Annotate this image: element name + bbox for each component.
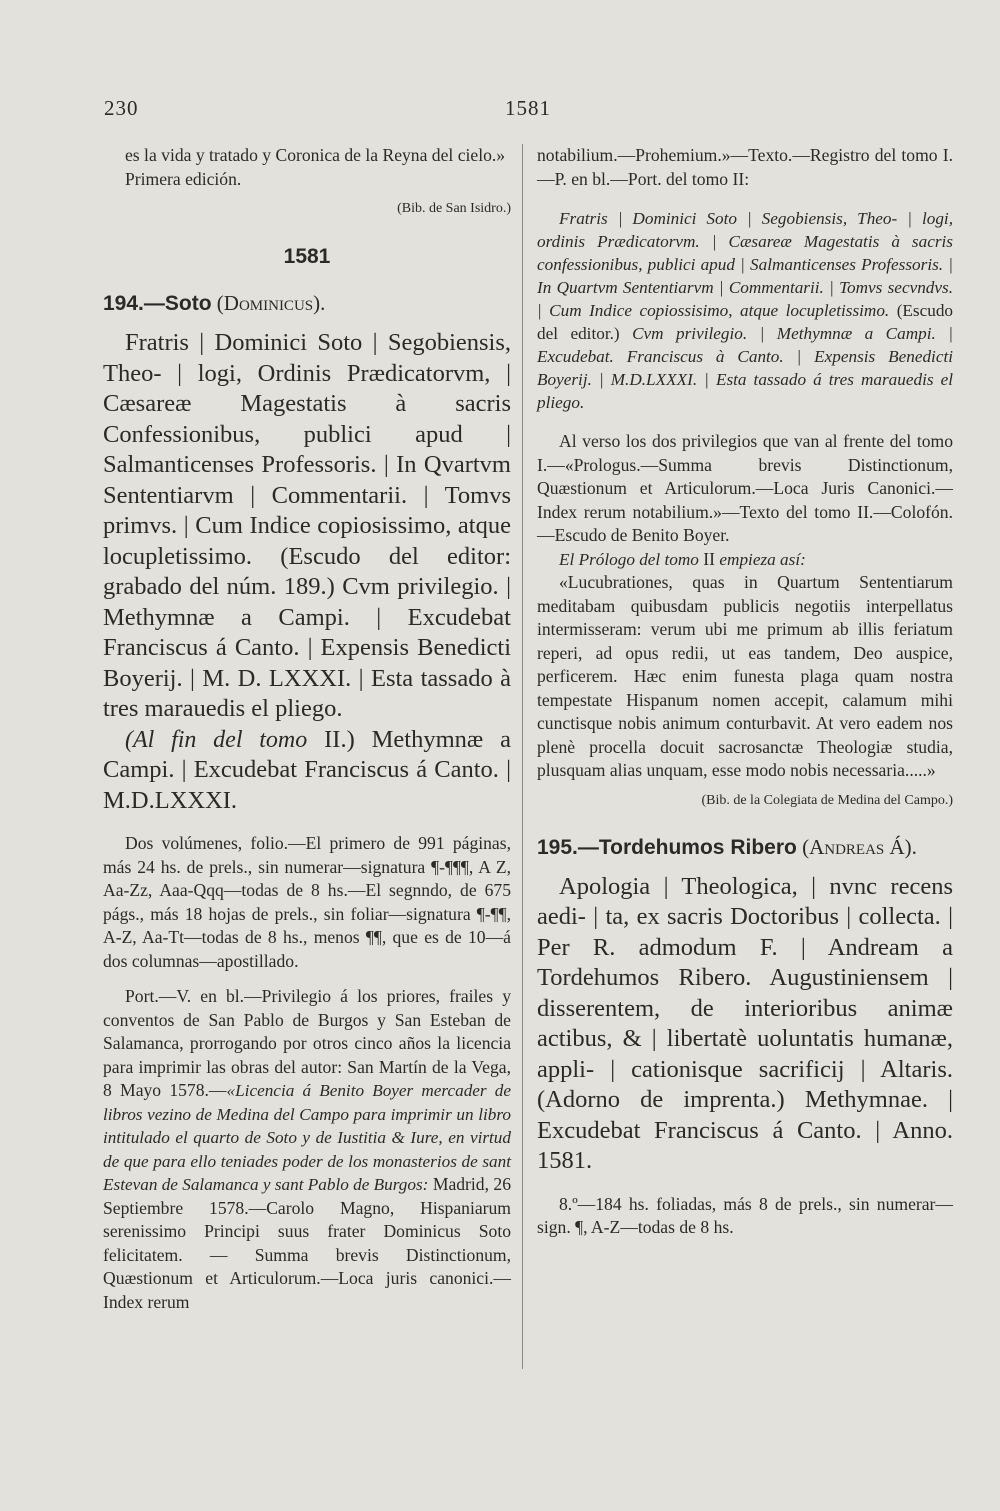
- contents-part-1: Port.—V. en bl.—Privilegio á los priores, frailes y conventos de San Pablo de Burgos y San Esteban de Salamanca, prorrogando por otros cinco años la licencia para imprimir las obras del autor: San Martín de la Vega, 8 Mayo 1578.—: [103, 986, 511, 1100]
- entry-number: 194.: [103, 292, 144, 315]
- colophon-rest: II.) Methymnæ a Campi. | Excudebat Franciscus á Canto. | M.D.LXXXI.: [103, 725, 511, 814]
- right-column: [537, 144, 953, 1240]
- tomo2-title: [537, 207, 953, 414]
- intro-bib: (Bib. de San Isidro.): [397, 201, 511, 216]
- column-divider: [522, 144, 523, 1369]
- page-header: [0, 96, 1000, 126]
- prologo-intro-end: empieza así:: [719, 549, 806, 569]
- intro-text: es la vida y tratado y Coronica de la Reyna del cielo.»: [125, 145, 506, 165]
- entry-number: 195.: [537, 835, 578, 859]
- licencia-italic: «Licencia á Benito Boyer mercader de libros vezino de Medina del Campo para imprimir un libro intitulado el quarto de Soto y de Iustitia & Iure, en virtud de que para ello teniades poder de los monasterios de sant Estevan de Salamanca y sant Pablo de Burgos:: [103, 1081, 511, 1194]
- prologo-intro-italic: El Prólogo del tomo: [559, 549, 699, 569]
- contents-continuation: notabilium.—Prohemium.»—Texto.—Registro del tomo I.—P. en bl.—Port. del tomo II:: [537, 145, 953, 189]
- contents-part-2: Madrid, 26 Septiembre 1578.—Carolo Magno, Hispaniarum serenissimo Principi suus frater Dominicus Soto felicitatem. — Summa brevis Distinctionum, Quæstionum et Articulorum.—Loca juris canonici.—Index rerum: [103, 1174, 511, 1312]
- tomo2-title-rest: Cvm privilegio. | Methymnæ a Campi. | Excudebat. Franciscus à Canto. | Expensis Benedicti Boyerij. | M.D.LXXXI. | Esta tassado á tres marauedis el pliego.: [537, 324, 953, 412]
- entry-given-name: (Andreas Á).: [802, 834, 917, 859]
- entry-heading-194: [103, 289, 511, 318]
- prologo-intro: [537, 548, 953, 572]
- tomo2-escudo: (Escudo del editor.): [537, 301, 954, 343]
- running-head: 1581: [505, 96, 551, 120]
- verso-description: Al verso los dos privilegios que van al frente del tomo I.—«Prologus.—Summa brevis Distinctionum, Quæstionum et Articulorum.—Loca Juris Canonici.—Index rerum notabilium.»—Texto del tomo II.—Colofón.—Escudo de Benito Boyer.: [537, 431, 953, 545]
- entry-author: —Soto: [143, 292, 212, 315]
- physical-description-195: 8.º—184 hs. foliadas, más 8 de prels., sin numerar—sign. ¶, A-Z—todas de 8 hs.: [537, 1193, 953, 1237]
- colophon-italic: (Al fin del tomo: [125, 726, 308, 753]
- entry-author: —Tordehumos Ribero: [577, 835, 797, 859]
- prologo-roman: II: [703, 548, 716, 569]
- colophon-transcription: [103, 725, 511, 817]
- left-column: [103, 144, 511, 1314]
- intro-edition: Primera edición.: [125, 168, 242, 189]
- tomo2-title-text: Fratris | Dominici Soto | Segobiensis, Theo- | logi, ordinis Prædicatorvm. | Cæsareæ Magestatis à sacris confessionibus, publici apud | Salmanticenses Professoris. | In Quartvm Sententiarvm | Commentarii. | Tomvs secvndvs. | Cum Indice copiossisimo, atque locupletissimo.: [537, 209, 953, 320]
- contents-description: [103, 985, 511, 1314]
- page-number: 230: [104, 96, 139, 120]
- title-transcription-195: Apologia | Theologica, | nvnc recens aedi- | ta, ex sacris Doctoribus | collecta. | Per R. admodum F. | Andream a Tordehumos Ribero. Augustiniensem | disserentem, de interioribus animæ actibus, & | libertatè uoluntatis humanæ, appli- | cationisque sacrificij | Altaris. (Adorno de imprenta.) Methymnae. | Excudebat Franciscus á Canto. | Anno. 1581.: [537, 872, 953, 1174]
- entry-given-name: (Dominicus).: [216, 291, 326, 315]
- entry-heading-195: [537, 833, 953, 862]
- prologo-bib: (Bib. de la Colegiata de Medina del Campo.): [701, 792, 953, 808]
- title-transcription: Fratris | Dominici Soto | Segobiensis, Theo- | logi, Ordinis Prædicatorvm, | Cæsareæ Magestatis à sacris Confessionibus, publici apud | Salmanticenses Professoris. | In Qvartvm Sententiarvm | Commentarii. | Tomvs primvs. | Cum Indice copiosissimo, atque locupletissimo. (Escudo del editor: grabado del núm. 189.) Cvm privilegio. | Methymnæ a Campi. | Excudebat Franciscus á Canto. | Expensis Benedicti Boyerij. | M. D. LXXXI. | Esta tassado à tres marauedis el pliego.: [103, 329, 511, 722]
- physical-description: Dos volúmenes, folio.—El primero de 991 páginas, más 24 hs. de prels., sin numerar—signatura ¶-¶¶¶, A Z, Aa-Zz, Aaa-Qqq—todas de 8 hs.—El segnndo, de 675 págs., más 18 hojas de prels., sin foliar—signatura ¶-¶¶, A-Z, Aa-Tt—todas de 8 hs., menos ¶¶, que es de 10—á dos columnas—apostillado.: [103, 833, 511, 971]
- prologo-quote: «Lucubrationes, quas in Quartum Sententiarum meditabam quibusdam publicis negotiis interpellatus intermisseram: verum ubi me primum ab illis feriatum reperi, ad opus redii, ut eas tandem, Deo auspice, perficerem. Hæc enim funesta plaga quam nostra tempestate Hispanum nomen accepit, calamum mihi cunctisque nobis animum conturbavit. At vero eadem nos plenè procella docuit sacrosanctæ Theologiæ studia, plusquam alias unquam, esse modo nobis necessaria.....»: [537, 572, 953, 780]
- year-heading: 1581: [283, 245, 331, 268]
